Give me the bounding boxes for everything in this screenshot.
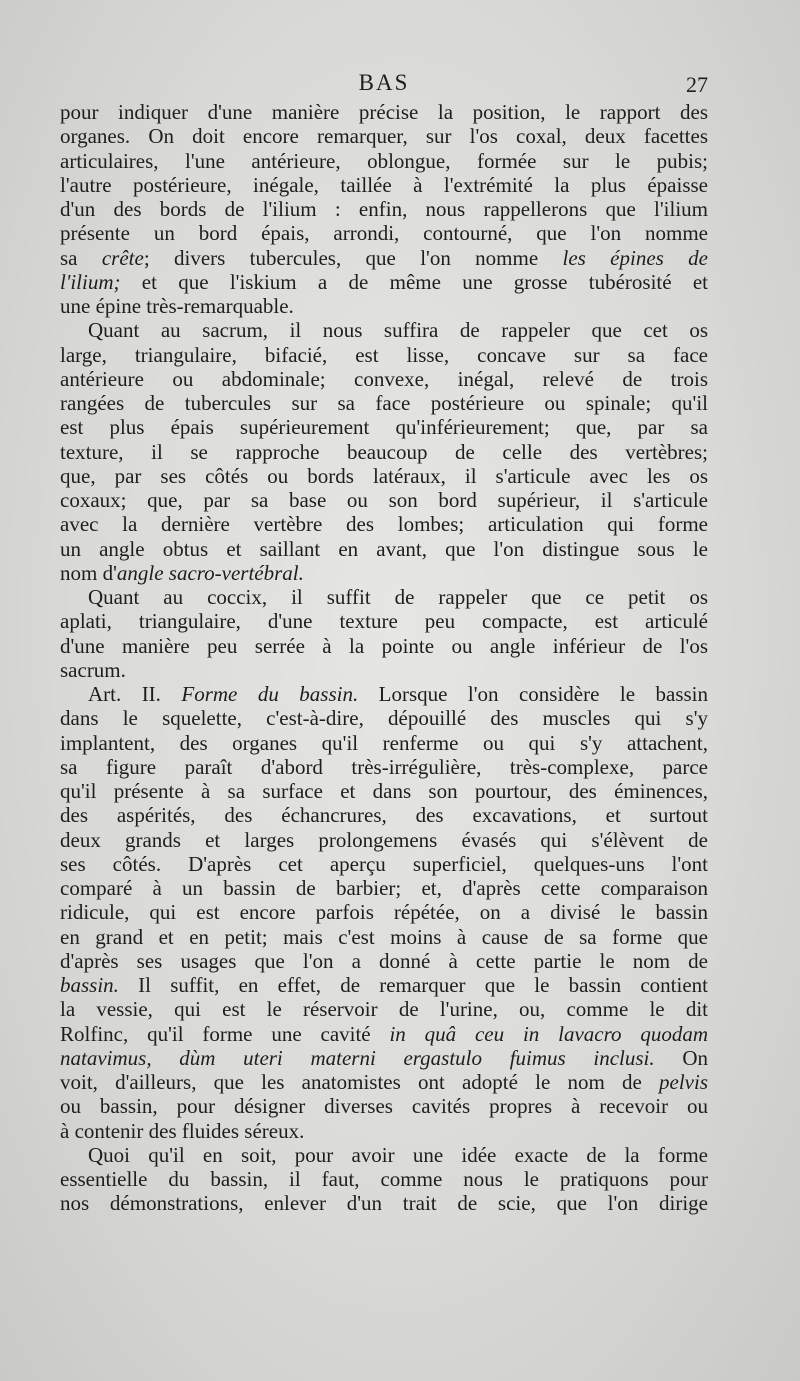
- text-line: [60, 1070, 708, 1094]
- text-segment: d'après ses usages que l'on a donné à cette partie le nom de: [60, 948, 708, 973]
- text-line: [60, 900, 708, 924]
- text-line: [60, 343, 708, 367]
- text-segment: nom d': [60, 560, 117, 585]
- text-line: [60, 246, 708, 270]
- running-head-title: BAS: [358, 70, 410, 95]
- text-segment: à contenir des fluides séreux.: [60, 1118, 305, 1143]
- text-line: [60, 755, 708, 779]
- text-line: [60, 415, 708, 439]
- text-line: [60, 634, 708, 658]
- text-segment: sa figure paraît d'abord très-irrégulière, très-complexe, parce: [60, 754, 708, 779]
- text-segment: Art. II.: [88, 682, 182, 706]
- text-segment: Rolfinc, qu'il forme une cavité: [60, 1021, 390, 1046]
- text-segment: coxaux; que, par sa base ou son bord supérieur, il s'articule: [60, 488, 708, 512]
- italic-text: angle sacro-vertébral.: [116, 560, 304, 585]
- text-segment: pour indiquer d'une manière précise la position, le rapport des: [60, 100, 708, 124]
- text-line: [60, 100, 708, 124]
- body-text: [60, 100, 708, 1216]
- text-segment: sacrum.: [60, 657, 126, 682]
- text-line: [60, 1167, 708, 1191]
- text-line: [60, 561, 708, 585]
- text-segment: avec la dernière vertèbre des lombes; articulation qui forme: [60, 512, 708, 537]
- text-line: [60, 658, 708, 682]
- text-segment: la vessie, qui est le réservoir de l'urine, ou, comme le dit: [60, 997, 708, 1022]
- text-segment: en grand et en petit; mais c'est moins à cause de sa forme que: [60, 924, 708, 949]
- text-segment: Quoi qu'il en soit, pour avoir une idée exacte de la forme: [88, 1142, 708, 1167]
- text-line: [60, 585, 708, 609]
- text-segment: Quant au sacrum, il nous suffira de rappeler que cet os: [88, 318, 708, 343]
- text-line: [60, 925, 708, 949]
- text-line: [60, 973, 708, 997]
- italic-text: Forme du bassin.: [181, 682, 359, 706]
- text-line: [60, 852, 708, 876]
- text-line: [60, 173, 708, 197]
- text-segment: d'un des bords de l'ilium : enfin, nous rappellerons que l'ilium: [60, 197, 708, 221]
- text-segment: deux grands et larges prolongemens évasés qui s'élèvent de: [60, 827, 708, 852]
- text-line: [60, 876, 708, 900]
- text-segment: nos démonstrations, enlever d'un trait de scie, que l'on dirige: [60, 1191, 708, 1216]
- text-segment: Quant au coccix, il suffit de rappeler que ce petit os: [88, 585, 708, 609]
- text-line: [60, 197, 708, 221]
- text-line: [60, 270, 708, 294]
- text-segment: d'une manière peu serrée à la pointe ou angle inférieur de l'os: [60, 633, 708, 658]
- text-segment: qu'il présente à sa surface et dans son pourtour, des éminences,: [60, 779, 708, 803]
- text-segment: des aspérités, des échancrures, des excavations, et surtout: [60, 803, 708, 828]
- text-line: [60, 1119, 708, 1143]
- text-line: [60, 828, 708, 852]
- italic-text: natavimus, dùm uteri materni ergastulo fuimus inclusi.: [60, 1045, 655, 1070]
- text-segment: ; divers tubercules, que l'on nomme: [143, 245, 563, 270]
- text-line: [60, 997, 708, 1021]
- italic-text: bassin.: [60, 973, 119, 997]
- text-line: [60, 1094, 708, 1118]
- text-segment: Lorsque l'on considère le bassin: [358, 682, 708, 706]
- italic-text: les épines de: [562, 245, 708, 270]
- text-line: [60, 440, 708, 464]
- italic-text: l'ilium;: [60, 269, 121, 294]
- text-line: [60, 294, 708, 318]
- text-line: [60, 149, 708, 173]
- text-segment: une épine très-remarquable.: [60, 294, 294, 318]
- text-segment: un angle obtus et saillant en avant, que l'on distingue sous le: [60, 536, 708, 561]
- text-segment: essentielle du bassin, il faut, comme nous le pratiquons pour: [60, 1167, 708, 1191]
- text-segment: articulaires, l'une antérieure, oblongue, formée sur le pubis;: [60, 148, 708, 173]
- text-line: [60, 391, 708, 415]
- text-segment: ou bassin, pour désigner diverses cavités propres à recevoir ou: [60, 1094, 708, 1119]
- text-segment: et que l'iskium a de même une grosse tubérosité et: [120, 269, 708, 294]
- text-segment: organes. On doit encore remarquer, sur l'os coxal, deux facettes: [60, 124, 708, 149]
- text-segment: que, par ses côtés ou bords latéraux, il s'articule avec les os: [60, 463, 708, 488]
- text-segment: antérieure ou abdominale; convexe, inégal, relevé de trois: [60, 366, 708, 391]
- text-segment: sa: [60, 245, 102, 270]
- text-line: [60, 682, 708, 706]
- text-line: [60, 124, 708, 148]
- text-segment: texture, il se rapproche beaucoup de celle des vertèbres;: [60, 439, 708, 464]
- text-segment: présente un bord épais, arrondi, contourné, que l'on nomme: [60, 221, 708, 246]
- text-line: [60, 318, 708, 342]
- text-line: [60, 221, 708, 245]
- text-line: [60, 512, 708, 536]
- text-line: [60, 609, 708, 633]
- italic-text: pelvis: [659, 1070, 708, 1094]
- text-segment: implantent, des organes qu'il renferme ou qui s'y attachent,: [60, 730, 708, 755]
- text-line: [60, 367, 708, 391]
- italic-text: in quâ ceu in lavacro quodam: [389, 1021, 708, 1046]
- text-segment: l'autre postérieure, inégale, taillée à l'extrémité la plus épaisse: [60, 172, 708, 197]
- text-segment: Il suffit, en effet, de remarquer que le bassin contient: [118, 973, 708, 997]
- text-segment: voit, d'ailleurs, que les anatomistes ont adopté le nom de: [60, 1070, 660, 1094]
- text-line: [60, 1143, 708, 1167]
- text-segment: est plus épais supérieurement qu'inférieurement; que, par sa: [60, 415, 708, 440]
- page-number: 27: [686, 72, 708, 97]
- text-line: [60, 488, 708, 512]
- text-line: [60, 1191, 708, 1215]
- text-segment: On: [654, 1045, 708, 1070]
- text-segment: rangées de tubercules sur sa face postérieure ou spinale; qu'il: [60, 391, 708, 415]
- text-segment: ridicule, qui est encore parfois répétée, on a divisé le bassin: [60, 900, 708, 925]
- text-line: [60, 803, 708, 827]
- running-head: [60, 70, 708, 100]
- text-segment: dans le squelette, c'est-à-dire, dépouillé des muscles qui s'y: [60, 706, 708, 731]
- text-line: [60, 706, 708, 730]
- text-line: [60, 464, 708, 488]
- text-segment: large, triangulaire, bifacié, est lisse, concave sur sa face: [60, 342, 708, 367]
- text-line: [60, 949, 708, 973]
- text-segment: ses côtés. D'après cet aperçu superficiel, quelques-uns l'ont: [60, 851, 708, 876]
- text-line: [60, 779, 708, 803]
- text-line: [60, 731, 708, 755]
- text-line: [60, 1022, 708, 1046]
- text-line: [60, 537, 708, 561]
- italic-text: crête: [101, 245, 144, 270]
- text-segment: aplati, triangulaire, d'une texture peu compacte, est articulé: [60, 609, 708, 634]
- text-line: [60, 1046, 708, 1070]
- text-segment: comparé à un bassin de barbier; et, d'après cette comparaison: [60, 876, 708, 900]
